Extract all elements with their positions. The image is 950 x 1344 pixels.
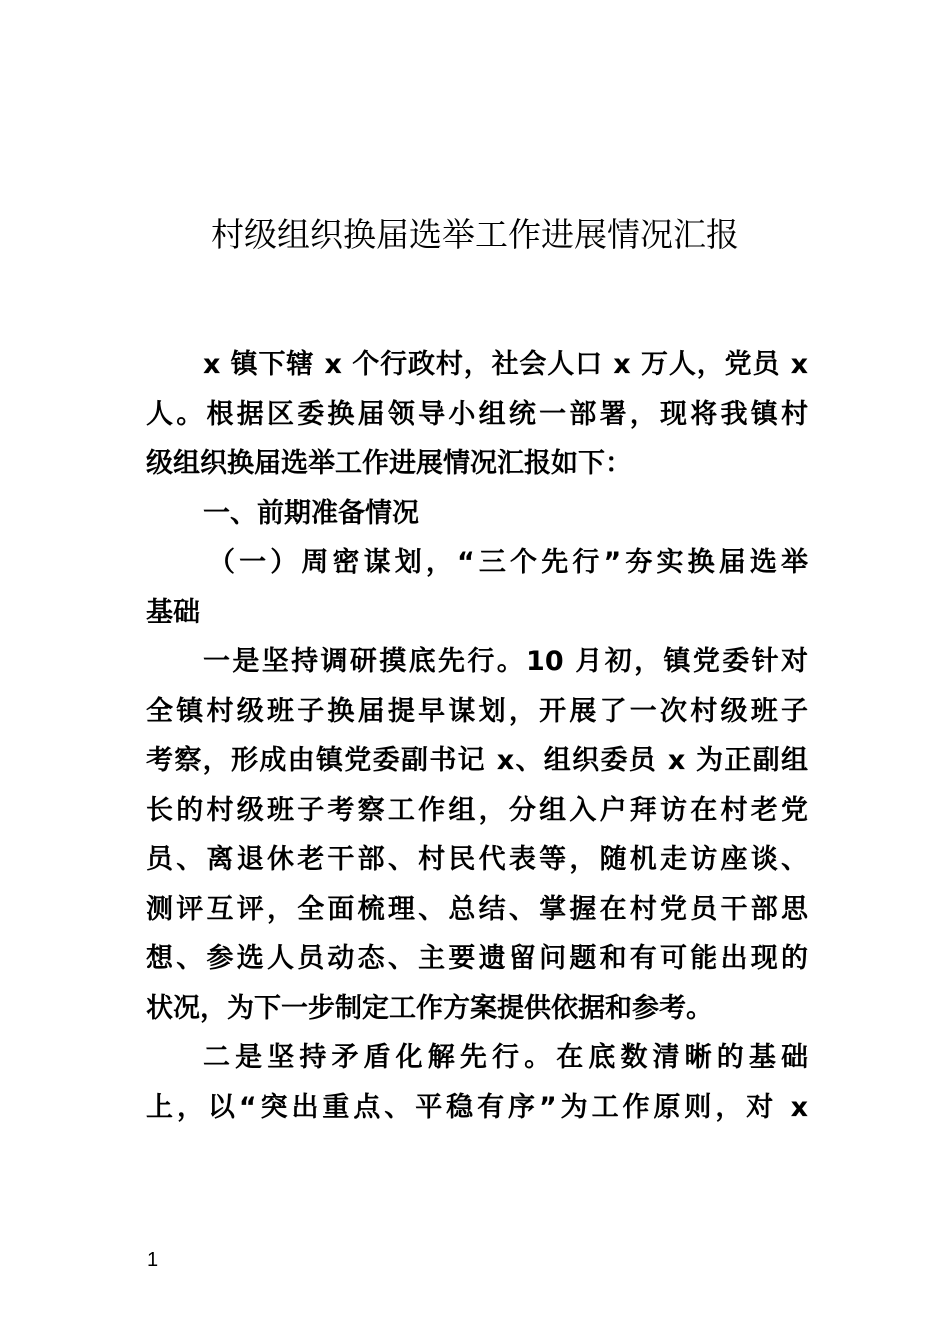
body-line: 全镇村级班子换届提早谋划，开展了一次村级班子: [146, 695, 808, 727]
body-line: 长的村级班子考察工作组，分组入户拜访在村老党: [146, 794, 808, 826]
page-number: 1: [147, 1249, 159, 1271]
body-line: 级组织换届选举工作进展情况汇报如下：: [146, 448, 632, 479]
body-line: 一是坚持调研摸底先行。10 月初，镇党委针对: [203, 646, 808, 677]
body-line: 测评互评，全面梳理、总结、掌握在村党员干部思: [146, 893, 808, 925]
document-body: [146, 340, 808, 1132]
body-line: 二是坚持矛盾化解先行。在底数清晰的基础: [203, 1042, 808, 1073]
body-line: 状况，为下一步制定工作方案提供依据和参考。: [146, 992, 713, 1024]
body-line: 考察，形成由镇党委副书记 x、组织委员 x 为正副组: [146, 745, 808, 776]
body-line: x 镇下辖 x 个行政村，社会人口 x 万人，党员 x: [203, 349, 808, 380]
body-line: 员、离退休老干部、村民代表等，随机走访座谈、: [146, 844, 808, 875]
section-heading: 一、前期准备情况: [203, 497, 419, 529]
subsection-heading: （一）周密谋划，“三个先行”夯实换届选举: [208, 547, 808, 578]
document-title: 村级组织换届选举工作进展情况汇报: [211, 215, 739, 254]
body-line: 想、参选人员动态、主要遗留问题和有可能出现的: [146, 943, 808, 974]
body-line: 上，以“突出重点、平稳有序”为工作原则，对 x: [146, 1091, 808, 1123]
body-line: 人。根据区委换届领导小组统一部署，现将我镇村: [146, 398, 808, 430]
subsection-heading-continuation: 基础: [146, 596, 200, 628]
